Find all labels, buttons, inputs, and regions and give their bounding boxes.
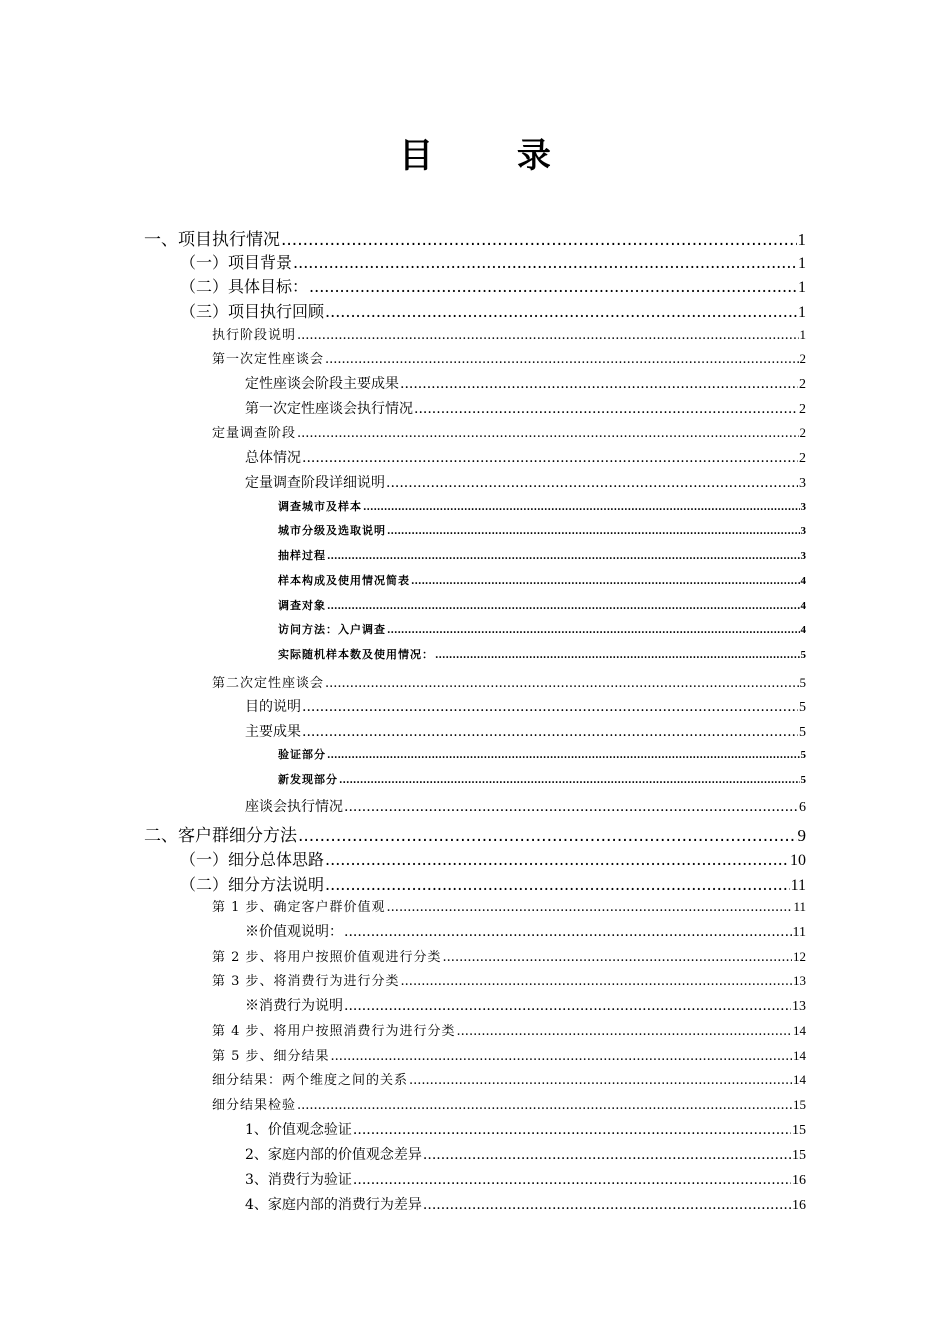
toc-entry[interactable] bbox=[180, 872, 806, 895]
toc-leader-dots bbox=[457, 1024, 792, 1039]
toc-leader-dots bbox=[414, 401, 798, 417]
toc-entry[interactable] bbox=[245, 995, 806, 1015]
toc-entry[interactable] bbox=[278, 498, 806, 514]
toc-entry-page-number: 1 bbox=[798, 255, 806, 272]
toc-entry[interactable] bbox=[245, 398, 806, 418]
toc-leader-dots bbox=[339, 773, 800, 786]
toc-entry-title: 总体情况 bbox=[245, 450, 301, 466]
toc-leader-dots bbox=[325, 850, 789, 869]
toc-entry-page-number: 4 bbox=[800, 624, 806, 636]
toc-entry-title: 新发现部分 bbox=[278, 773, 338, 786]
toc-entry-title: ※消费行为说明 bbox=[245, 998, 343, 1014]
toc-entry-page-number: 5 bbox=[800, 649, 806, 661]
toc-entry-title: 第一次定性座谈会执行情况 bbox=[245, 401, 413, 417]
toc-entry[interactable] bbox=[212, 1045, 806, 1064]
toc-entry[interactable] bbox=[245, 1194, 806, 1214]
toc-entry-page-number: 12 bbox=[793, 949, 806, 964]
toc-leader-dots bbox=[327, 748, 800, 761]
toc-entry[interactable] bbox=[245, 472, 806, 492]
toc-entry[interactable] bbox=[245, 696, 806, 716]
toc-entry-title: 定量调查阶段 bbox=[212, 426, 297, 441]
toc-entry-title: 主要成果 bbox=[245, 724, 301, 740]
toc-entry[interactable] bbox=[245, 447, 806, 467]
toc-entry-title: 目的说明 bbox=[245, 699, 301, 715]
toc-entry[interactable] bbox=[245, 796, 806, 816]
toc-entry-page-number: 5 bbox=[799, 675, 806, 690]
toc-entry-page-number: 10 bbox=[790, 852, 806, 869]
toc-leader-dots bbox=[401, 974, 792, 989]
toc-leader-dots bbox=[387, 900, 793, 915]
toc-entry-page-number: 15 bbox=[792, 1123, 806, 1138]
toc-leader-dots bbox=[423, 1147, 791, 1163]
toc-leader-dots bbox=[344, 799, 798, 815]
toc-entry-title: 二、客户群细分方法 bbox=[144, 826, 297, 846]
toc-entry[interactable] bbox=[180, 274, 806, 297]
toc-entry-title: 验证部分 bbox=[278, 748, 326, 761]
toc-entry-title: 实际随机样本数及使用情况： bbox=[278, 648, 434, 661]
toc-entry-title: 1、价值观念验证 bbox=[245, 1122, 352, 1138]
toc-leader-dots bbox=[302, 699, 798, 715]
toc-entry[interactable] bbox=[212, 970, 806, 989]
toc-entry-page-number: 11 bbox=[792, 925, 806, 940]
toc-entry-page-number: 3 bbox=[800, 550, 806, 562]
toc-leader-dots bbox=[293, 253, 797, 272]
toc-entry-page-number: 1 bbox=[797, 230, 806, 249]
toc-entry-title: 样本构成及使用情况简表 bbox=[278, 574, 410, 587]
toc-leader-dots bbox=[409, 1073, 792, 1088]
toc-entry-title: 第 4 步、将用户按照消费行为进行分类 bbox=[212, 1024, 456, 1039]
toc-entry[interactable] bbox=[278, 621, 806, 637]
toc-leader-dots bbox=[331, 1049, 792, 1064]
toc-leader-dots bbox=[387, 623, 800, 636]
toc-entry-title: 第 5 步、细分结果 bbox=[212, 1049, 330, 1064]
toc-entry-title: 抽样过程 bbox=[278, 549, 326, 562]
toc-leader-dots bbox=[386, 475, 798, 491]
toc-entry-title: 调查对象 bbox=[278, 599, 326, 612]
toc-entry-title: 第 2 步、将用户按照价值观进行分类 bbox=[212, 950, 442, 965]
toc-entry-page-number: 3 bbox=[800, 501, 806, 513]
toc-entry-page-number: 6 bbox=[799, 800, 806, 815]
toc-entry-page-number: 11 bbox=[793, 899, 806, 914]
toc-leader-dots bbox=[435, 648, 800, 661]
toc-entry-title: 座谈会执行情况 bbox=[245, 799, 343, 815]
toc-entry-page-number: 1 bbox=[798, 279, 806, 296]
toc-entry-page-number: 5 bbox=[800, 749, 806, 761]
toc-entry[interactable] bbox=[144, 821, 806, 846]
toc-entry[interactable] bbox=[278, 771, 806, 787]
toc-leader-dots bbox=[302, 450, 798, 466]
toc-entry[interactable] bbox=[212, 1094, 806, 1113]
toc-leader-dots bbox=[297, 328, 798, 343]
toc-entry-title: 访问方法：入户调查 bbox=[278, 623, 386, 636]
toc-entry-title: 一、项目执行情况 bbox=[144, 230, 280, 250]
toc-entry[interactable] bbox=[212, 324, 806, 343]
toc-leader-dots bbox=[353, 1122, 791, 1138]
toc-leader-dots bbox=[344, 998, 791, 1014]
toc-entry[interactable] bbox=[245, 721, 806, 741]
toc-entry-title: 第一次定性座谈会 bbox=[212, 352, 325, 367]
toc-entry-page-number: 1 bbox=[799, 327, 806, 342]
toc-leader-dots bbox=[327, 549, 800, 562]
toc-entry[interactable] bbox=[212, 422, 806, 441]
toc-entry[interactable] bbox=[144, 225, 806, 250]
toc-entry[interactable] bbox=[180, 299, 806, 322]
toc-entry-page-number: 1 bbox=[798, 304, 806, 321]
toc-leader-dots bbox=[400, 376, 798, 392]
toc-leader-dots bbox=[298, 826, 797, 846]
toc-entry-page-number: 13 bbox=[792, 999, 806, 1014]
toc-entry-page-number: 4 bbox=[800, 600, 806, 612]
toc-entry[interactable] bbox=[278, 547, 806, 563]
toc-leader-dots bbox=[309, 277, 797, 296]
toc-entry-title: ※价值观说明： bbox=[245, 924, 343, 940]
toc-leader-dots bbox=[325, 676, 798, 691]
toc-leader-dots bbox=[325, 352, 798, 367]
toc-entry-page-number: 9 bbox=[797, 826, 806, 845]
toc-leader-dots bbox=[363, 500, 800, 513]
toc-entry-title: 定性座谈会阶段主要成果 bbox=[245, 376, 399, 392]
toc-entry-title: 细分结果检验 bbox=[212, 1098, 297, 1113]
toc-entry[interactable] bbox=[278, 746, 806, 762]
toc-entry-page-number: 14 bbox=[793, 1072, 806, 1087]
toc-entry-title: 第二次定性座谈会 bbox=[212, 676, 325, 691]
toc-entry[interactable] bbox=[212, 896, 806, 915]
toc-entry[interactable] bbox=[212, 1069, 806, 1088]
toc-leader-dots bbox=[411, 574, 800, 587]
toc-entry[interactable] bbox=[245, 1169, 806, 1189]
toc-entry-page-number: 3 bbox=[800, 525, 806, 537]
toc-leader-dots bbox=[387, 524, 800, 537]
toc-entry-title: 第 3 步、将消费行为进行分类 bbox=[212, 974, 400, 989]
toc-entry-page-number: 16 bbox=[792, 1198, 806, 1213]
toc-entry-title: 2、家庭内部的价值观念差异 bbox=[245, 1147, 422, 1163]
toc-entry[interactable] bbox=[245, 373, 806, 393]
toc-entry[interactable] bbox=[278, 646, 806, 662]
toc-entry-page-number: 5 bbox=[800, 774, 806, 786]
toc-entry-page-number: 13 bbox=[793, 973, 806, 988]
toc-entry-title: 第 1 步、确定客户群价值观 bbox=[212, 900, 386, 915]
toc-entry-title: 定量调查阶段详细说明 bbox=[245, 475, 385, 491]
toc-entry-title: 4、家庭内部的消费行为差异 bbox=[245, 1197, 422, 1213]
toc-leader-dots bbox=[344, 924, 792, 940]
toc-entry[interactable] bbox=[245, 921, 806, 941]
toc-entry-page-number: 14 bbox=[793, 1023, 806, 1038]
toc-entry-title: 执行阶段说明 bbox=[212, 328, 297, 343]
toc-entry-page-number: 15 bbox=[792, 1148, 806, 1163]
toc-entry[interactable] bbox=[212, 1020, 806, 1039]
toc-entry-title: （一）项目背景 bbox=[180, 253, 293, 272]
toc-entry-title: （一）细分总体思路 bbox=[180, 850, 325, 869]
toc-entry-page-number: 15 bbox=[793, 1097, 806, 1112]
toc-entry-title: （二）细分方法说明 bbox=[180, 875, 325, 894]
toc-entry-title: 3、消费行为验证 bbox=[245, 1172, 352, 1188]
toc-entry[interactable] bbox=[278, 572, 806, 588]
toc-entry[interactable] bbox=[245, 1119, 806, 1139]
toc-entry-title: 调查城市及样本 bbox=[278, 500, 362, 513]
toc-leader-dots bbox=[302, 724, 798, 740]
toc-entry-page-number: 4 bbox=[800, 575, 806, 587]
toc-entry[interactable] bbox=[180, 250, 806, 273]
toc-leader-dots bbox=[297, 1098, 792, 1113]
toc-leader-dots bbox=[327, 599, 800, 612]
toc-entry-page-number: 2 bbox=[799, 377, 806, 392]
toc-leader-dots bbox=[297, 426, 798, 441]
toc-entry[interactable] bbox=[212, 348, 806, 367]
toc-entry-page-number: 14 bbox=[793, 1048, 806, 1063]
toc-entry[interactable] bbox=[180, 847, 806, 870]
toc-leader-dots bbox=[281, 230, 797, 250]
toc-entry-title: （三）项目执行回顾 bbox=[180, 302, 325, 321]
toc-entry[interactable] bbox=[245, 1144, 806, 1164]
toc-entry-title: 细分结果：两个维度之间的关系 bbox=[212, 1073, 409, 1088]
toc-entry-page-number: 11 bbox=[790, 877, 806, 894]
toc-leader-dots bbox=[353, 1172, 791, 1188]
toc-entry-page-number: 16 bbox=[792, 1173, 806, 1188]
toc-entry-page-number: 5 bbox=[799, 700, 806, 715]
toc-entry-page-number: 2 bbox=[799, 351, 806, 366]
toc-entry-page-number: 5 bbox=[799, 725, 806, 740]
toc-entry[interactable] bbox=[212, 946, 806, 965]
toc-leader-dots bbox=[325, 875, 790, 894]
toc-entry-title: （二）具体目标： bbox=[180, 277, 309, 296]
toc-entry[interactable] bbox=[212, 672, 806, 691]
toc-leader-dots bbox=[423, 1197, 791, 1213]
toc-leader-dots bbox=[325, 302, 797, 321]
toc-entry[interactable] bbox=[278, 597, 806, 613]
toc-leader-dots bbox=[443, 950, 792, 965]
toc-entry-page-number: 2 bbox=[799, 451, 806, 466]
toc-entry-page-number: 2 bbox=[799, 425, 806, 440]
toc-entry-title: 城市分级及选取说明 bbox=[278, 524, 386, 537]
toc-entry[interactable] bbox=[278, 522, 806, 538]
toc-entry-page-number: 2 bbox=[799, 402, 806, 417]
page-title: 目 录 bbox=[399, 136, 587, 176]
toc-entry-page-number: 3 bbox=[799, 476, 806, 491]
